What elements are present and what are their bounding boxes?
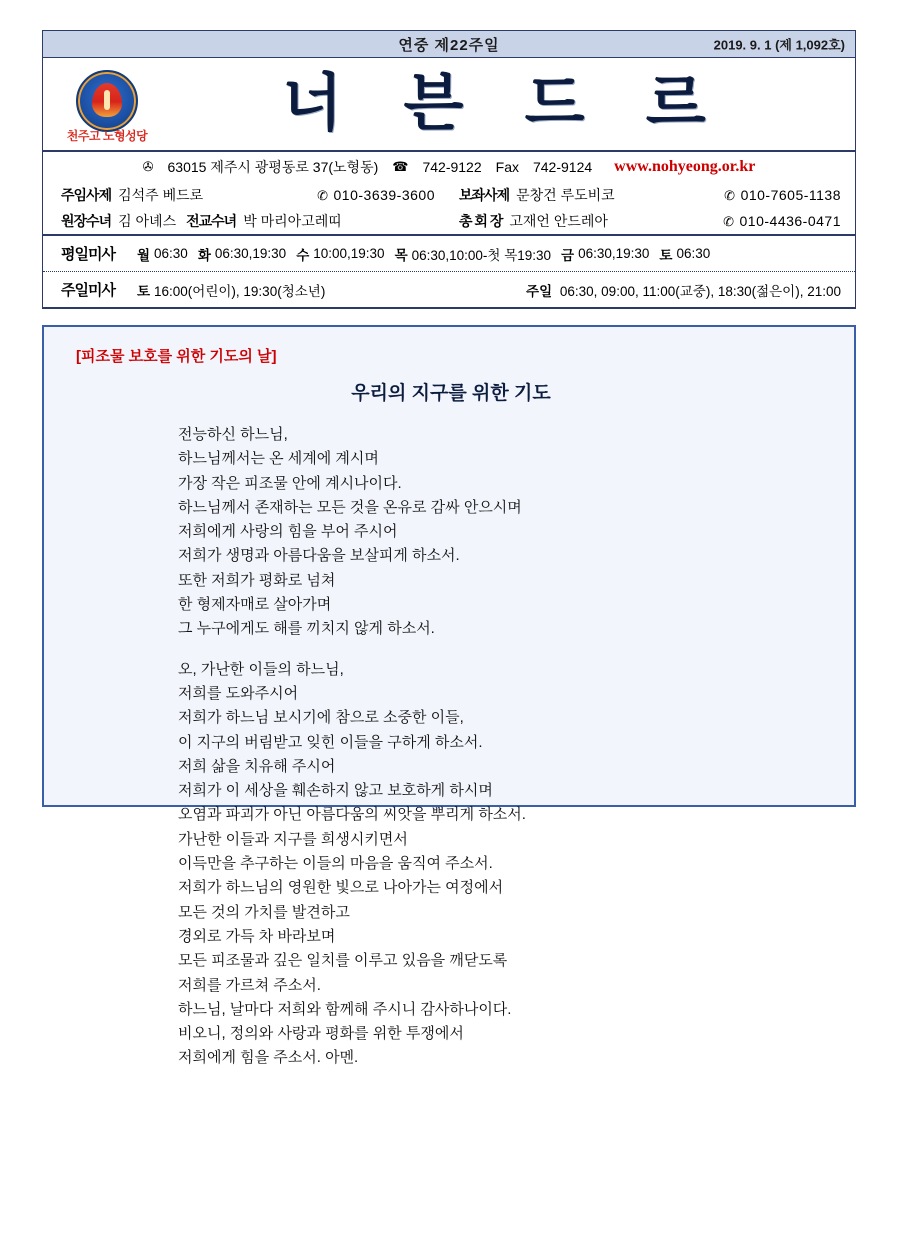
prayer-line: 가난한 이들과 지구를 희생시키면서 <box>178 830 408 848</box>
issue-number: 2019. 9. 1 (제 1,092호) <box>713 37 845 53</box>
staff-name: 고재언 안드레아 <box>509 213 608 229</box>
parish-logo <box>43 60 171 148</box>
mass-day: 월 <box>136 247 151 263</box>
staff-role: 총 회 장 <box>459 213 503 229</box>
divider-schedule <box>42 307 856 309</box>
sunday-mass-row <box>43 272 855 307</box>
staff-name: 박 마리아고레띠 <box>243 213 342 229</box>
mass-times: 06:30,10:00-첫 목19:30 <box>411 247 552 263</box>
liturgical-season: 연중 제22주일 <box>398 36 500 54</box>
fax-label: Fax <box>495 159 519 175</box>
mass-day: 수 <box>296 247 310 263</box>
prayer-line: 저희에게 사랑의 힘을 부어 주시어 <box>178 523 398 541</box>
stanza-gap <box>178 642 834 658</box>
mass-times: 06:30, 09:00, 11:00(교중), 18:30(젊은이), 21:00 <box>559 283 841 299</box>
mass-times: 06:30,19:30 <box>214 246 287 261</box>
parish-address: 63015 제주시 광평동로 37(노형동) <box>167 159 379 175</box>
staff-row-1 <box>43 182 855 208</box>
address-row <box>43 152 855 182</box>
prayer-line: 저희에게 힘을 주소서. 아멘. <box>178 1049 359 1067</box>
mass-times: 06:30 <box>676 246 711 261</box>
prayer-line: 저희가 이 세상을 훼손하지 않고 보호하게 하시며 <box>178 782 493 800</box>
staff-pastor <box>43 185 449 205</box>
prayer-line: 하느님, 날마다 저희와 함께해 주시니 감사하나이다. <box>178 1000 512 1018</box>
prayer-title: 우리의 지구를 위한 기도 <box>351 383 551 404</box>
staff-role: 주임사제 <box>61 187 112 203</box>
weekday-mass-label: 평일미사 <box>61 246 115 263</box>
staff-council-head <box>449 211 855 231</box>
mass-times: 16:00(어린이), 19:30(청소년) <box>154 283 326 299</box>
parish-website-link[interactable]: www.nohyeong.or.kr <box>614 158 756 175</box>
prayer-line: 비오니, 정의와 사랑과 평화를 위한 투쟁에서 <box>178 1025 464 1043</box>
mass-times: 06:30,19:30 <box>578 246 650 261</box>
prayer-line: 경외로 가득 차 바라보며 <box>178 927 336 945</box>
prayer-line: 또한 저희가 평화로 넘쳐 <box>178 571 336 589</box>
parish-phone: 742-9122 <box>422 159 482 175</box>
mass-times: 10:00,19:30 <box>313 246 385 261</box>
prayer-line: 저희가 하느님의 영원한 빛으로 나아가는 여정에서 <box>178 879 504 897</box>
mass-day: 목 <box>394 247 408 263</box>
parish-fax: 742-9124 <box>532 159 593 175</box>
sunday-times-group <box>526 280 855 300</box>
prayer-line: 전능하신 하느님, <box>178 426 288 443</box>
staff-assistant <box>449 185 855 205</box>
mobile-icon: ✆ <box>317 187 329 203</box>
prayer-line: 하느님께서 존재하는 모든 것을 온유로 감싸 안으시며 <box>178 498 522 516</box>
sunday-mass-label: 주일미사 <box>61 282 115 299</box>
prayer-tag: [피조물 보호를 위한 기도의 날] <box>76 348 277 365</box>
prayer-box <box>42 325 856 1067</box>
mass-day: 주일 <box>526 283 553 299</box>
staff-name: 김석주 베드로 <box>118 187 204 203</box>
flame-icon <box>92 83 122 117</box>
contact-block <box>42 152 856 234</box>
bulletin-wordmark: 너 븐 드 르 <box>282 69 728 138</box>
prayer-line: 오염과 파괴가 아닌 아름다움의 씨앗을 뿌리게 하소서. <box>178 806 526 824</box>
staff-name: 문창건 루도비코 <box>516 187 615 203</box>
prayer-line: 오, 가난한 이들의 하느님, <box>178 660 344 678</box>
staff-phone <box>723 213 855 230</box>
staff-phone <box>724 187 855 204</box>
prayer-line: 저희 삶을 치유해 주시어 <box>178 757 336 775</box>
prayer-line: 이득만을 추구하는 이들의 마음을 움직여 주소서. <box>178 855 493 873</box>
staff-phone-number: 010-7605-1138 <box>740 186 841 203</box>
prayer-line: 저희를 도와주시어 <box>178 684 299 702</box>
weekday-mass-row <box>43 236 855 271</box>
staff-phone-number: 010-3639-3600 <box>333 186 435 203</box>
staff-phone <box>317 187 449 204</box>
staff-role: 원장수녀 <box>61 213 112 229</box>
prayer-line: 하느님께서는 온 세계에 계시며 <box>178 450 379 468</box>
prayer-line: 이 지구의 버림받고 잊힌 이들을 구하게 하소서. <box>178 733 483 751</box>
phone-icon: ☎ <box>392 159 409 174</box>
prayer-line: 한 형제자매로 살아가며 <box>178 596 332 614</box>
logo-circle-icon <box>76 70 138 132</box>
staff-sisters <box>43 211 449 231</box>
mobile-icon: ✆ <box>723 213 735 229</box>
prayer-line: 모든 것의 가치를 발견하고 <box>178 903 350 921</box>
logo-caption: 천주고 노형성당 <box>66 129 148 143</box>
mobile-icon: ✆ <box>724 187 736 203</box>
staff-phone-number: 010-4436-0471 <box>739 212 841 229</box>
envelope-icon: ✇ <box>142 159 154 174</box>
staff-row-2 <box>43 208 855 234</box>
staff-name: 김 아녜스 <box>118 213 177 229</box>
staff-role: 전교수녀 <box>186 213 237 229</box>
mass-day: 화 <box>197 247 211 263</box>
prayer-line: 저희를 가르쳐 주소서. <box>178 976 321 994</box>
prayer-line: 가장 작은 피조물 안에 계시나이다. <box>178 474 402 492</box>
mass-day: 토 <box>659 247 673 263</box>
prayer-line: 저희가 생명과 아름다움을 보살피게 하소서. <box>178 547 460 565</box>
prayer-line: 모든 피조물과 깊은 일치를 이루고 있음을 깨닫도록 <box>178 952 508 970</box>
prayer-line: 저희가 하느님 보시기에 참으로 소중한 이들, <box>178 709 464 727</box>
masthead <box>42 58 856 150</box>
mass-schedule <box>42 236 856 307</box>
mass-times: 06:30 <box>154 246 188 261</box>
mass-day: 토 <box>136 283 151 299</box>
mass-day: 금 <box>561 247 575 263</box>
staff-role: 보좌사제 <box>459 187 510 203</box>
prayer-body <box>68 423 834 1071</box>
prayer-line: 그 누구에게도 해를 끼치지 않게 하소서. <box>178 620 435 638</box>
bulletin-title-bar <box>42 30 856 58</box>
